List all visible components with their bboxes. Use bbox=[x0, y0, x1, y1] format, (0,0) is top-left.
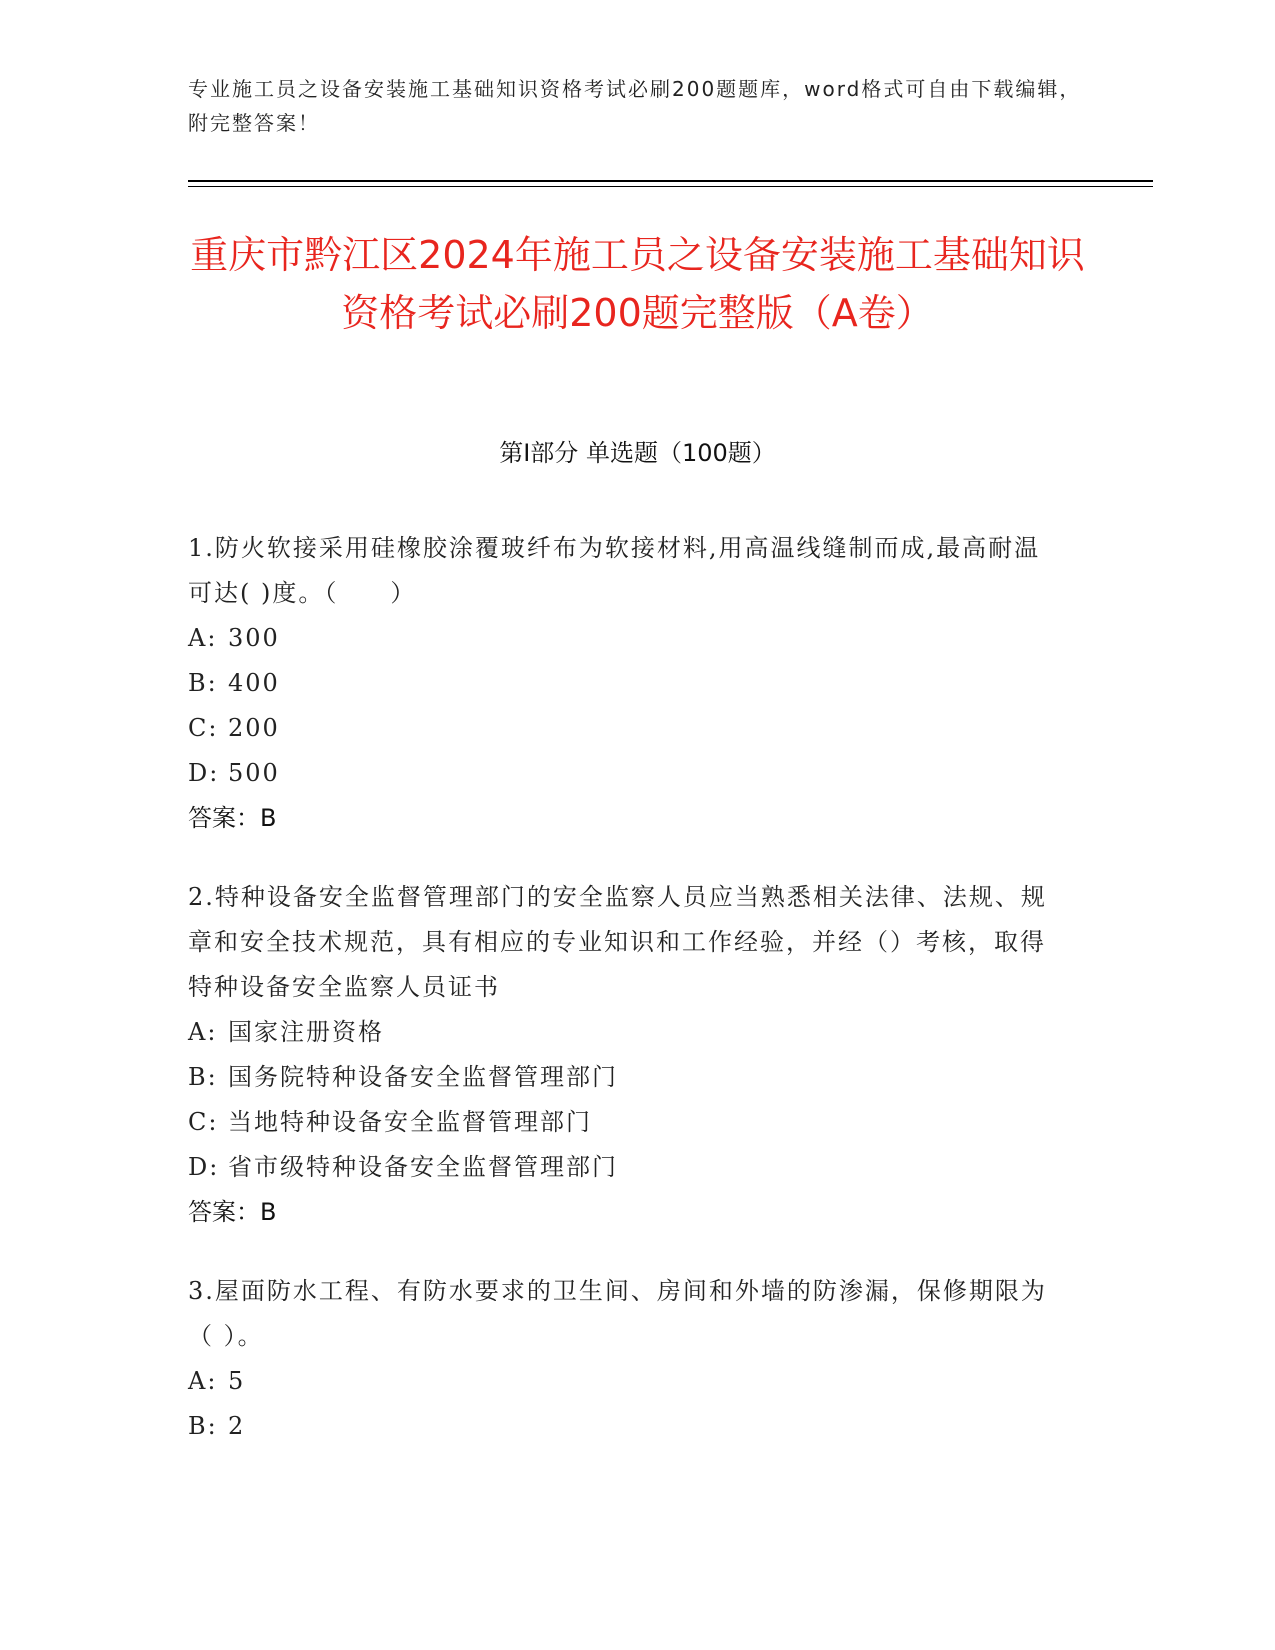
option-letter: C: bbox=[188, 714, 219, 742]
question-1 bbox=[188, 526, 1058, 841]
option-c bbox=[188, 706, 1058, 751]
option-b bbox=[188, 1404, 1058, 1449]
question-stem: 3.屋面防水工程、有防水要求的卫生间、房间和外墙的防渗漏，保修期限为（ ）。 bbox=[188, 1277, 1047, 1350]
option-d bbox=[188, 1145, 1058, 1190]
option-letter: B: bbox=[188, 1063, 218, 1091]
option-a bbox=[188, 1359, 1058, 1404]
header-divider-thin bbox=[188, 186, 1153, 187]
option-text: 国务院特种设备安全监督管理部门 bbox=[228, 1063, 618, 1091]
question-stem: 2.特种设备安全监督管理部门的安全监察人员应当熟悉相关法律、法规、规章和安全技术规范，具有相应的专业知识和工作经验，并经（）考核，取得特种设备安全监察人员证书 bbox=[188, 883, 1047, 1001]
option-letter: D: bbox=[188, 1153, 220, 1181]
header-divider-thick bbox=[188, 180, 1153, 182]
document-title: 重庆市黔江区2024年施工员之设备安装施工基础知识资格考试必刷200题完整版（A卷） bbox=[190, 233, 1085, 335]
option-b bbox=[188, 661, 1058, 706]
question-stem: 1.防火软接采用硅橡胶涂覆玻纤布为软接材料,用高温线缝制而成,最高耐温可达( )度。（ ） bbox=[188, 534, 1041, 607]
header-note: 专业施工员之设备安装施工基础知识资格考试必刷200题题库，word格式可自由下载编辑，附完整答案！ bbox=[188, 77, 1082, 135]
option-text: 400 bbox=[228, 669, 280, 697]
option-text: 300 bbox=[228, 624, 280, 652]
option-letter: A: bbox=[188, 1018, 218, 1046]
option-letter: C: bbox=[188, 1108, 219, 1136]
option-letter: B: bbox=[188, 1412, 218, 1440]
option-text: 当地特种设备安全监督管理部门 bbox=[228, 1108, 592, 1136]
option-text: 国家注册资格 bbox=[228, 1018, 384, 1046]
section-heading: 第I部分 单选题（100题） bbox=[499, 439, 776, 467]
option-letter: A: bbox=[188, 1367, 218, 1395]
option-text: 2 bbox=[228, 1412, 246, 1440]
question-list bbox=[188, 526, 1058, 1483]
option-d bbox=[188, 751, 1058, 796]
option-a bbox=[188, 1010, 1058, 1055]
answer-line: 答案：B bbox=[188, 804, 277, 832]
option-text: 省市级特种设备安全监督管理部门 bbox=[228, 1153, 618, 1181]
option-letter: B: bbox=[188, 669, 218, 697]
option-text: 5 bbox=[228, 1367, 246, 1395]
question-2 bbox=[188, 875, 1058, 1235]
option-c bbox=[188, 1100, 1058, 1145]
question-3 bbox=[188, 1269, 1058, 1449]
option-letter: A: bbox=[188, 624, 218, 652]
option-a bbox=[188, 616, 1058, 661]
option-text: 200 bbox=[228, 714, 280, 742]
option-text: 500 bbox=[228, 759, 280, 787]
answer-line: 答案：B bbox=[188, 1198, 277, 1226]
option-letter: D: bbox=[188, 759, 220, 787]
option-b bbox=[188, 1055, 1058, 1100]
